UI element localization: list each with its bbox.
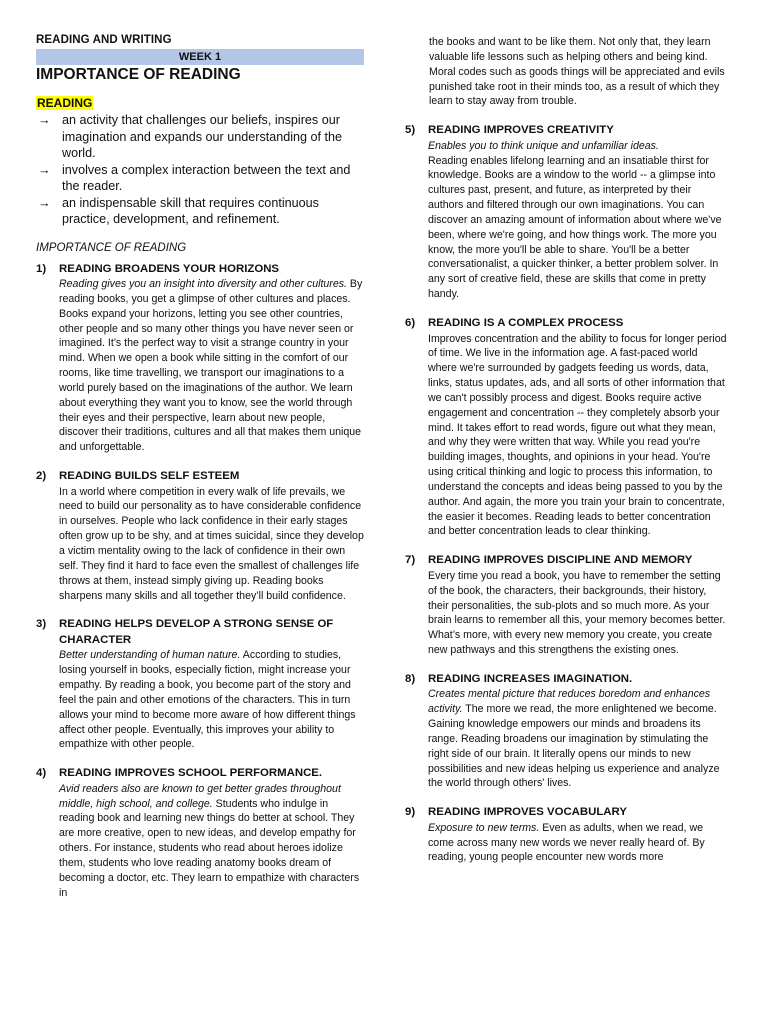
section-7	[405, 553, 727, 658]
section-lead: Avid readers also are known to get better grades throughout middle, high school, and college.	[59, 782, 341, 810]
section-text: The more we read, the more enlightened we become. Gaining knowledge empowers our minds and broadens its range. Reading broadens our imagination by stimulating the right side of our brain. It literally opens our minds to new possibilities and new ideas helping us experience and analyze the world through others' lives.	[428, 703, 720, 790]
course-title: READING AND WRITING	[36, 34, 172, 46]
section-lead: Reading gives you an insight into diversity and other cultures.	[59, 278, 347, 290]
continuation-text: the books and want to be like them. Not only that, they learn valuable life lessons such as helping others and being kind. Moral codes such as goods things will be appreciated and evils punished take root in their minds too, as a result of which they learn to stay away from trouble.	[429, 36, 725, 108]
list-item	[36, 112, 364, 162]
week-banner: WEEK 1	[36, 49, 364, 65]
left-column	[36, 34, 364, 915]
section-5	[405, 123, 727, 302]
section-title: READING HELPS DEVELOP A STRONG SENSE OF CHARACTER	[59, 618, 334, 646]
section-lead: Exposure to new terms.	[428, 821, 540, 834]
importance-heading: IMPORTANCE OF READING	[36, 241, 187, 254]
section-text: By reading books, you get a glimpse of other cultures and places. Books expand your horizons, letting you see other countries, other people and so many other things you have never seen or imagined. It’s the perfect way to visit a strange country in your mind. When we open a book while sitting in the comfort of our rooms, like time travelling, we transport our imaginations to a world purely based on the imaginations of the author. We learn about everything they want you to know, see the world through their eyes and their perspective, learn about new people, discover their traditions, cultures and all that makes them unique and unforgettable.	[59, 278, 363, 454]
section-title: READING IS A COMPLEX PROCESS	[428, 317, 624, 329]
section-text: Every time you read a book, you have to remember the setting of the book, the characters, their backgrounds, their history, their personalities, the sub-plots and so much more. As your brain learns to remember all this, your memory becomes better. What’s more, with every new memory you create, you create new pathways and this strengthens the existing ones.	[428, 569, 726, 657]
section-number: 4)	[36, 767, 47, 780]
section-number: 7)	[405, 554, 416, 567]
definition-term: READING	[37, 96, 93, 110]
arrow-icon: →	[38, 113, 51, 127]
section-text: According to studies, losing yourself in books, especially fiction, might increase your empathy. By reading a book, you become part of the story and feel the pain and other emotions of the characters. This in turn allows your mind to become more aware of how different things affect other people. Eventually, this improves your ability to empathize with other people.	[59, 649, 356, 751]
definition-list	[36, 112, 364, 228]
list-item	[36, 162, 364, 195]
section-number: 9)	[405, 806, 416, 819]
bullet-text: an indispensable skill that requires continuous practice, development, and refinement.	[62, 195, 319, 226]
arrow-icon: →	[38, 162, 51, 177]
section-text: Improves concentration and the ability to focus for longer period of time. We live in the information age. A fast-paced world where we're surrounded by gadgets feeding us words, data, links, status updates, ads, and all sorts of other information that we can't possibly process and digest. Books require active engagement and concentration -- they completely absorb your mind. It takes effort to read words, figure out what they mean, and why they were written that way. While you read you're building images, thoughts, and opinions in your head. You're using critical thinking and logic to process this information, to understand the concepts and ideas being passed to you by the author. And again, the more you train your brain to concentrate, the easier it becomes. Reading leads to better concentration and better concentration leads to clear thinking.	[428, 332, 727, 538]
section-lead: Creates mental picture that reduces boredom and enhances activity.	[428, 688, 711, 716]
section-number: 5)	[405, 124, 416, 137]
section-4	[36, 766, 364, 900]
section-number: 2)	[36, 470, 47, 483]
section-number: 8)	[405, 672, 416, 685]
section-2	[36, 469, 364, 603]
section-text: In a world where competition in every walk of life prevails, we need to build our personality as to have considerable confidence in ourselves. People who lack confidence in their early stages often grow up to be shy, and at times suicidal, since they develop a victim mentality owing to the lack of confidence in their own self. They find it hard to face even the smallest of challenges life throws at them, instead simply giving up. Reading books sharpens many skills and all together they’ll build confidence.	[59, 485, 364, 602]
bullet-text: an activity that challenges our beliefs, inspires our imagination and expands our understanding of the world.	[62, 113, 343, 160]
section-title: READING BROADENS YOUR HORIZONS	[59, 262, 280, 275]
section-title: READING IMPROVES CREATIVITY	[428, 124, 614, 137]
section-title: READING BUILDS SELF ESTEEM	[59, 470, 240, 483]
section-3	[36, 617, 364, 752]
page-title: IMPORTANCE OF READING	[36, 66, 241, 83]
section-1	[36, 262, 364, 456]
list-item	[36, 195, 364, 228]
section-lead: Better understanding of human nature.	[59, 649, 241, 662]
arrow-icon: →	[38, 195, 51, 210]
section-6	[405, 316, 727, 539]
section-9	[405, 805, 727, 865]
section-number: 1)	[36, 262, 47, 275]
section-text: Students who indulge in reading book and learning new things do better at school. They are more creative, open to new ideas, and develop empathy for others. For instance, students who read about heroes idolize them, students who love reading anatomy books dream of becoming a doctor, etc. They learn to empathize with characters in	[59, 797, 360, 899]
section-lead: Enables you to think unique and unfamiliar ideas.	[428, 139, 659, 152]
bullet-text: involves a complex interaction between the text and the reader.	[62, 162, 351, 193]
section-number: 6)	[405, 317, 416, 329]
section-8	[405, 672, 727, 791]
section-title: READING IMPROVES SCHOOL PERFORMANCE.	[59, 767, 323, 780]
section-text: Reading enables lifelong learning and an insatiable thirst for knowledge. Books are a window to the world -- a glimpse into cultures past, present, and future, as interpreted by their authors and filtered through our own imaginations. You can discover an amazing amount of information about where we've been, where we're going, and how things work. The more you know, the more you'll be able to share. You'll be a better conversationalist, a quicker thinker, a better problem solver. In any sort of creative field, these are skills that come in pretty handy.	[428, 154, 722, 301]
section-title: READING IMPROVES DISCIPLINE AND MEMORY	[428, 554, 693, 567]
section-number: 3)	[36, 618, 47, 631]
section-text: Even as adults, when we read, we come across many new words we never really heard of. By reading, young people encounter new words more	[428, 821, 705, 864]
right-column	[405, 35, 727, 879]
section-title: READING IMPROVES VOCABULARY	[428, 806, 627, 819]
section-title: READING INCREASES IMAGINATION.	[428, 672, 633, 685]
